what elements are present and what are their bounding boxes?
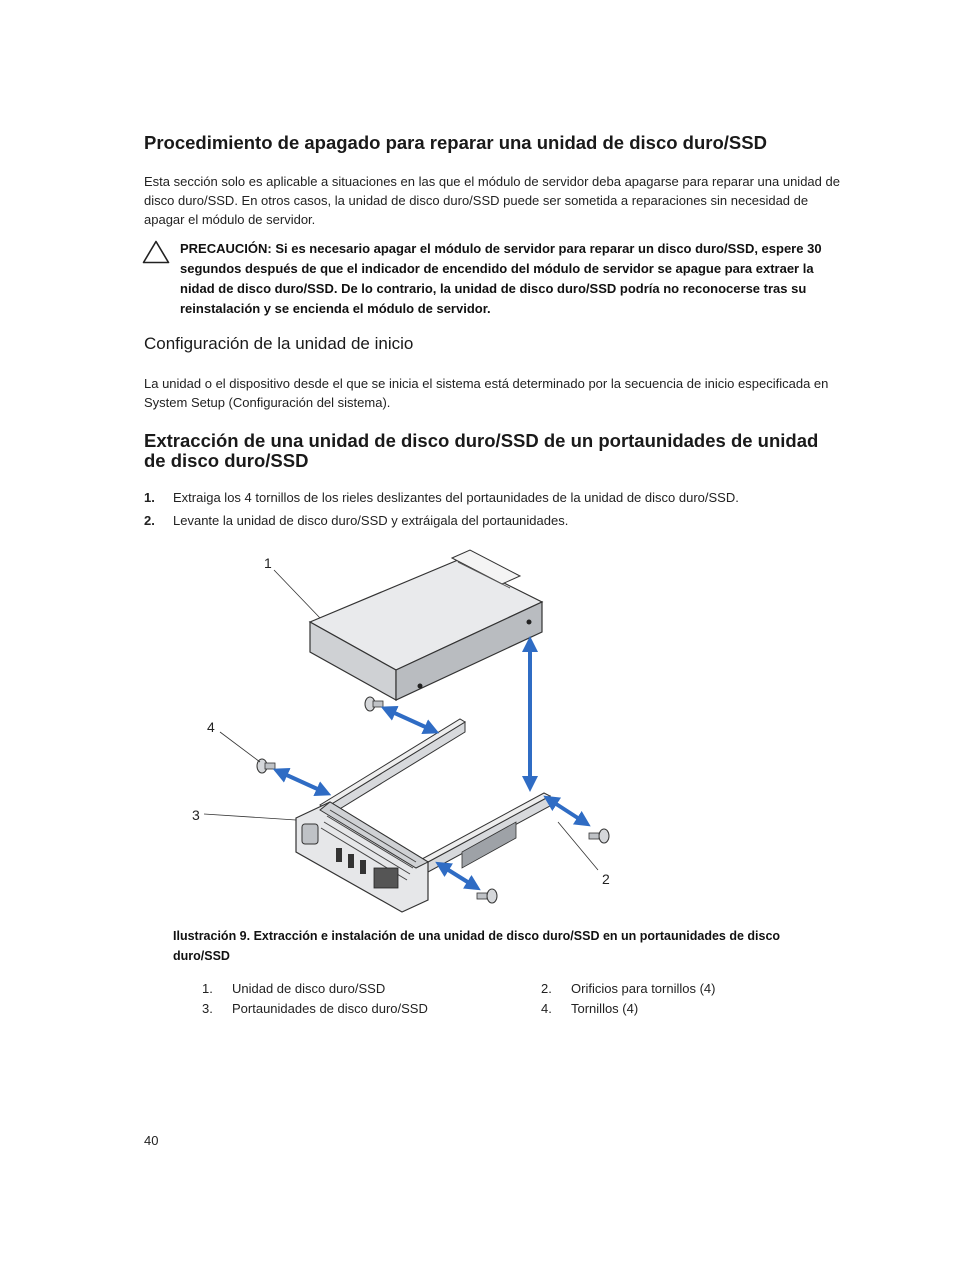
drive-carrier-illustration (296, 719, 550, 912)
page-number: 40 (144, 1133, 159, 1148)
screw-icon (477, 889, 497, 903)
step-text: Extraiga los 4 tornillos de los rieles deslizantes del portaunidades de la unidad de disco duro/SSD. (173, 490, 739, 505)
step-number: 1. (144, 490, 155, 505)
legend-number: 1. (202, 981, 213, 996)
hard-drive-illustration (310, 550, 542, 700)
legend-text: Portaunidades de disco duro/SSD (232, 1001, 428, 1016)
callout-3: 3 (192, 807, 200, 823)
figure-caption: Ilustración 9. Extracción e instalación de una unidad de disco duro/SSD en un portaunidades de disco duro/SSD (173, 929, 781, 963)
step-text: Levante la unidad de disco duro/SSD y extráigala del portaunidades. (173, 513, 569, 528)
screw-icon (365, 697, 383, 711)
boot-paragraph: La unidad o el dispositivo desde el que se inicia el sistema está determinado por la secuencia de inicio especificada en System Setup (Configuración del sistema). (144, 376, 829, 410)
legend-number: 3. (202, 1001, 213, 1016)
callout-1: 1 (264, 555, 272, 571)
legend-number: 4. (541, 1001, 552, 1016)
hdd-carrier-illustration (180, 540, 640, 920)
legend-text: Unidad de disco duro/SSD (232, 981, 386, 996)
legend-text: Orificios para tornillos (4) (571, 981, 716, 996)
callout-4: 4 (207, 719, 215, 735)
warning-triangle-icon (142, 240, 170, 264)
shutdown-paragraph: Esta sección solo es aplicable a situaciones en las que el módulo de servidor deba apagarse para reparar una unidad de disco duro/SSD. En otros casos, la unidad de disco duro/SSD puede ser sometida a reparaciones sin necesidad de apagar el módulo de servidor. (144, 174, 840, 227)
screw-icon (257, 759, 275, 773)
legend-text: Tornillos (4) (571, 1001, 639, 1016)
section-heading-boot: Configuración de la unidad de inicio (144, 334, 414, 353)
step-number: 2. (144, 513, 155, 528)
section-heading-shutdown: Procedimiento de apagado para reparar una unidad de disco duro/SSD (144, 132, 767, 153)
section-heading-removal: Extracción de una unidad de disco duro/SSD de un portaunidades de unidad de disco duro/SSD (144, 430, 819, 471)
caution-note: PRECAUCIÓN: Si es necesario apagar el módulo de servidor para reparar un disco duro/SSD, espere 30 segundos después de que el indicador de encendido del módulo de servidor se apague para extraer la nidad de disco duro/SSD. De lo contrario, la unidad de disco duro/SSD podría no reconocerse tras su reinstalación y se encienda el módulo de servidor. (180, 241, 822, 316)
legend-number: 2. (541, 981, 552, 996)
callout-2: 2 (602, 871, 610, 887)
screw-icon (589, 829, 609, 843)
